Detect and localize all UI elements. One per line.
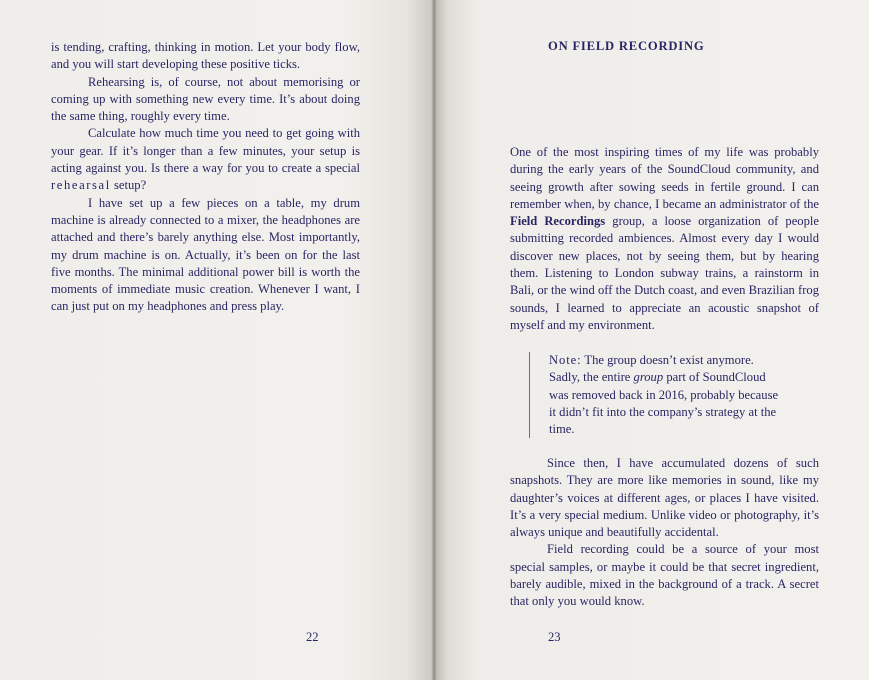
note-label: Note:	[549, 353, 582, 367]
paragraph: I have set up a few pieces on a table, my drum machine is already connected to a mixer, the headphones are attached and there’s barely anything else. Most importantly, my drum machine is on. Actually, it’s been on for the last five months. The minimal additional power bill is worth the moments of immediate music creation. Whenever I want, I can just put on my headphones and press play.	[51, 195, 360, 314]
spaced-term: rehearsal	[51, 178, 111, 193]
left-page	[0, 0, 434, 680]
paragraph	[510, 144, 819, 334]
bold-term: Field Recordings	[510, 214, 606, 229]
note-text: part of SoundCloud was removed back in 2016, probably because it didn’t fit into the company’s strategy at the time.	[549, 370, 779, 437]
note-italic: group	[633, 370, 664, 385]
page-number: 23	[548, 630, 561, 644]
running-head: ON FIELD RECORDING	[548, 39, 705, 53]
paragraph-text: One of the most inspiring times of my life was probably during the early years of the SoundCloud community, and seeing growth after sowing seeds in fertile ground. I can remember when, by chance, I became an administrator of the	[510, 145, 819, 211]
left-page-body	[51, 39, 360, 316]
paragraph-text: setup?	[114, 178, 147, 193]
paragraph: Field recording could be a source of your most special samples, or maybe it could be that secret ingredient, barely audible, mixed in the background of a track. A secret that only you would know.	[510, 542, 819, 609]
paragraph: Since then, I have accumulated dozens of such snapshots. They are more like memories in sound, like my daughter’s voices at different ages, or places I have visited. It’s a very special medium. Unlike video or photography, it’s always unique and beautifully accidental.	[510, 456, 819, 540]
paragraph	[51, 125, 360, 194]
paragraph: Rehearsing is, of course, not about memorising or coming up with something new every time. It’s about doing the same thing, roughly every time.	[51, 74, 360, 124]
right-page-intro	[510, 144, 819, 334]
note-text: The group doesn’t exist anymore. Sadly, the entire	[549, 353, 754, 385]
right-page-closing	[510, 455, 819, 611]
paragraph-text: group, a loose organization of people submitting recorded ambiences. Almost every day I would discover new places, not by seeing them, but by hearing them. Listening to London subway trains, a rainstorm in Bali, or the wind off the Dutch coast, and even Brazilian frog sounds, I learned to appreciate an acoustic snapshot of myself and my environment.	[510, 214, 819, 332]
book-gutter	[431, 0, 437, 680]
paragraph: is tending, crafting, thinking in motion. Let your body flow, and you will start developing these positive ticks.	[51, 40, 360, 72]
page-number: 22	[306, 630, 319, 644]
paragraph-text: Calculate how much time you need to get going with your gear. If it’s longer than a few minutes, your setup is acting against you. Is there a way for you to create a special	[51, 126, 360, 176]
note-callout	[529, 352, 785, 438]
